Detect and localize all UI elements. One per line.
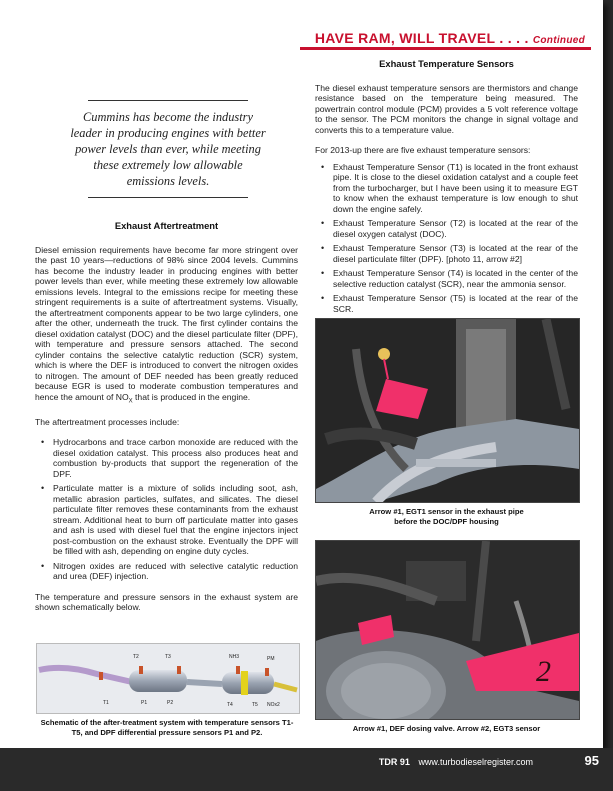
scr-band — [241, 671, 248, 695]
sensor-mark — [236, 666, 240, 674]
sensor-mark — [265, 668, 269, 676]
header-title: HAVE RAM, WILL TRAVEL — [314, 30, 496, 46]
exhaust-aftertreatment-heading: Exhaust Aftertreatment — [114, 220, 219, 231]
schematic-label: T3 — [165, 654, 171, 660]
pullquote-top-rule — [88, 100, 248, 101]
list-item: • Exhaust Temperature Sensor (T5) is located at the rear of the SCR. — [325, 293, 578, 314]
photo1-drawing — [316, 319, 579, 502]
tailpipe — [274, 684, 297, 690]
schematic-label: P1 — [141, 700, 148, 706]
schematic-label: T4 — [227, 702, 233, 708]
list-item: • Nitrogen oxides are reduced with selective catalytic reduction and urea (DEF) injection. — [45, 561, 298, 582]
schematic-label: PM — [267, 656, 275, 662]
pullquote — [70, 100, 266, 198]
list-item: • Exhaust Temperature Sensor (T2) is located at the rear of the diesel oxygen catalyst (DOC). — [325, 218, 578, 239]
schematic-label: T1 — [103, 700, 109, 706]
processes-intro: The aftertreatment processes include: — [35, 416, 180, 427]
pullquote-text: Cummins has become the industry leader in producing engines with better power levels than ever, while meeting these extremely low allowable emissions levels. — [70, 110, 266, 188]
sensor-mark — [99, 672, 103, 680]
exhaust-temperature-sensors-heading: Exhaust Temperature Sensors — [379, 58, 514, 69]
sensors-paragraph: The diesel exhaust temperature sensors are thermistors and change resistance based on the temperature being measured. The powertrain control module (PCM) provides a 5 volt reference voltage to the sensor. The PCM monitors the change in signal voltage and converts this to a temperature value. — [315, 82, 578, 135]
sensor-mark — [139, 666, 143, 674]
photo2-drawing — [316, 541, 579, 719]
footer-info — [379, 757, 533, 767]
sensors-count-paragraph: For 2013-up there are five exhaust temperature sensors: — [315, 145, 531, 155]
arrow-2-label: 2 — [536, 655, 551, 688]
list-item: • Exhaust Temperature Sensor (T3) is located at the rear of the diesel particulate filter (DPF). [photo 11, arrow #2] — [325, 243, 578, 264]
schematic-label: P2 — [167, 700, 174, 706]
header-continued: Continued — [532, 35, 585, 46]
list-item: • Particulate matter is a mixture of solids including soot, ash, metallic abrasion particles, sulfates, and silicates. The diesel particulate filter removes these contaminants from the exhaust stream. Additional heat to burn off particulate matter into gases and ash is used with diesel fuel that the engine injectors inject post-combustion on the exhaust stroke. Eventually the DPF will be filled with ash, depending on engine duty cycles. — [45, 483, 298, 557]
schematic-label: T2 — [133, 654, 139, 660]
header-dots: . . . . — [499, 30, 529, 46]
nox-subscript: X — [128, 398, 133, 405]
list-item: • Hydrocarbons and trace carbon monoxide are reduced with the diesel oxidation catalyst. This process also produces heat and combustion by-products that support the regeneration of the DPF. — [45, 437, 298, 479]
schematic-drawing — [37, 644, 299, 713]
schematic-intro: The temperature and pressure sensors in the exhaust system are shown schematically below. — [35, 591, 298, 613]
left-column — [35, 221, 298, 613]
inlet-pipe — [39, 668, 132, 682]
aftertreatment-paragraph-end: that is produced in the engine. — [132, 391, 251, 402]
schematic-label: T5 — [252, 702, 258, 708]
list-item: • Exhaust Temperature Sensor (T4) is located in the center of the selective reduction catalyst (SCR), near the ammonia sensor. — [325, 268, 578, 289]
page-number: 95 — [584, 753, 599, 768]
aftertreatment-paragraph-main: Diesel emission requirements have become far more stringent over the past 10 years—reductions of 98% since 2004 levels. Cummins has become the industry leader in producing engines with better power levels than ever, while meeting these extremely low allowable emissions levels. Integral to the emissions recipe for meeting these stringent requirements is a suite of aftertreatment systems. Visually, the aftertreatment components appear to be two large cylinders, one after the other, underneath the truck. The first cylinder contains the diesel oxidation catalyst (DOC) and the diesel particulate filter (DPF), with temperature and pressure sensors attached. The second cylinder contains the selective catalytic reduction (SCR) system, which is where the DEF is introduced to convert the nitrogen oxides to nitrogen. The amount of DEF needed has been greatly reduced because EGR is used to moderate combustion temperatures and hence the amount of NO — [35, 244, 298, 402]
footer-bar — [0, 748, 613, 791]
header-rule — [300, 47, 591, 50]
mid-pipe — [187, 682, 222, 684]
schematic-label: NH3 — [229, 654, 240, 660]
sensors-list — [315, 162, 578, 315]
pullquote-bottom-rule — [88, 197, 248, 198]
egt1-sensor-photo — [315, 318, 580, 503]
running-header — [315, 30, 585, 46]
photo1-caption-line2: before the DOC/DPF housing — [394, 516, 499, 526]
sensor-wire — [378, 348, 390, 360]
processes-list — [35, 437, 298, 582]
right-column — [315, 59, 578, 318]
photo1-caption — [315, 507, 578, 526]
photo2-caption: Arrow #1, DEF dosing valve. Arrow #2, EGT3 sensor — [352, 724, 541, 733]
aftertreatment-schematic — [36, 643, 300, 714]
footer-issue: TDR 91 — [378, 757, 410, 767]
schematic-label: NOx2 — [267, 702, 280, 708]
aftertreatment-paragraph — [35, 245, 298, 407]
schematic-caption: Schematic of the after-treatment system with temperature sensors T1-T5, and DPF differential pressure sensors P1 and P2. — [40, 718, 294, 737]
footer-url: www.turbodieselregister.com — [418, 757, 533, 767]
sensor-mark — [177, 666, 181, 674]
def-dosing-photo — [315, 540, 580, 720]
photo1-caption-line1: Arrow #1, EGT1 sensor in the exhaust pipe — [369, 507, 524, 516]
list-item: • Exhaust Temperature Sensor (T1) is located in the front exhaust pipe. It is close to the diesel oxidation catalyst and a couple feet from the turbocharger, but I have been using it to measure EGT to know when the exhaust temperature is low enough to shut down the engine safely. — [325, 162, 578, 215]
